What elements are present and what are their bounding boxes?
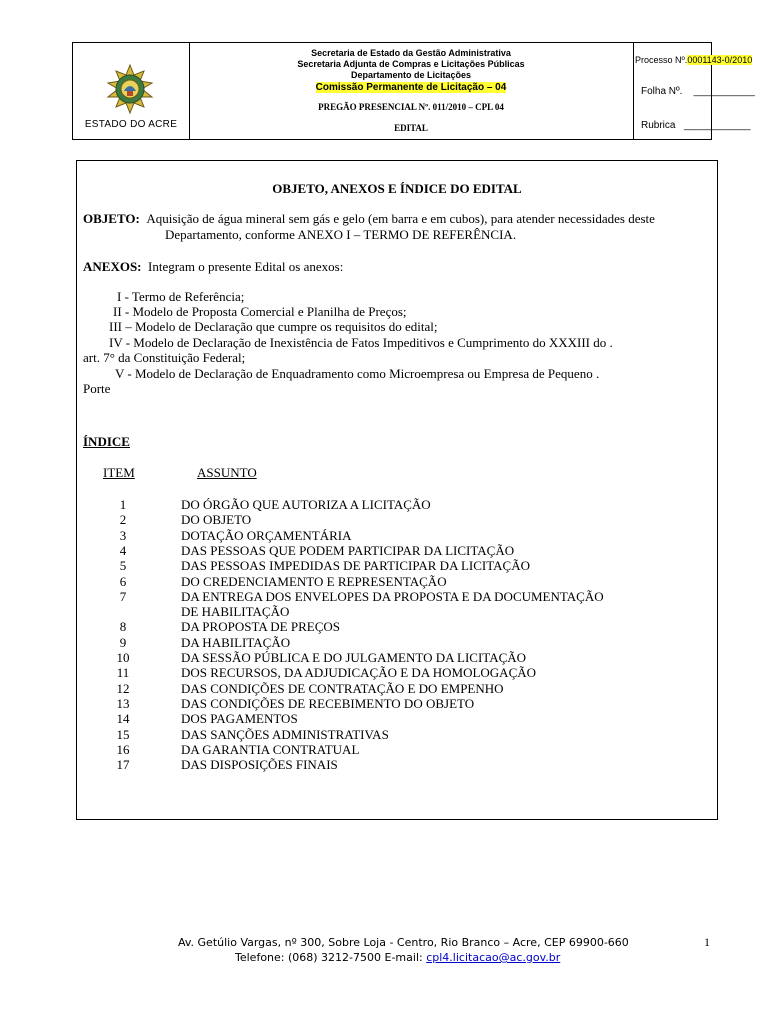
indice-item-number: 12: [116, 680, 130, 696]
objeto-line-2: Departamento, conforme ANEXO I – TERMO DE REFERÊNCIA.: [165, 227, 517, 242]
processo-label: Processo Nº.: [635, 55, 688, 65]
indice-item-number: 16: [116, 741, 130, 757]
indice-item-subject: DA PROPOSTA DE PREÇOS: [181, 619, 340, 635]
pregao-title: PREGÃO PRESENCIAL Nº. 011/2010 – CPL 04: [318, 102, 504, 112]
header-right-cell: [633, 43, 755, 139]
indice-item-number: 7: [119, 588, 127, 604]
page-number: 1: [704, 935, 710, 949]
indice-item-subject: DO ÓRGÃO QUE AUTORIZA A LICITAÇÃO: [181, 497, 431, 512]
indice-item-number: 14: [116, 711, 130, 727]
document-header: [72, 42, 755, 140]
indice-item-subject: DA GARANTIA CONTRATUAL: [181, 741, 360, 757]
indice-item-number: 5: [119, 558, 127, 574]
indice-item-subject: DO OBJETO: [181, 512, 252, 528]
indice-item-subject: DAS CONDIÇÕES DE CONTRATAÇÃO E DO EMPENHO: [181, 680, 504, 696]
processo-value: 0001143-0/2010: [687, 55, 753, 65]
objeto-label: OBJETO:: [83, 211, 140, 226]
header-logo-cell: [73, 43, 190, 139]
indice-item-subject: DOS RECURSOS, DA ADJUDICAÇÃO E DA HOMOLOGAÇÃO: [181, 665, 537, 681]
indice-title: ÍNDICE: [83, 434, 130, 449]
indice-item-subject: DA SESSÃO PÚBLICA E DO JULGAMENTO DA LICITAÇÃO: [181, 650, 527, 665]
anexo-item-4-cont: art. 7° da Constituição Federal;: [83, 350, 246, 365]
footer-email-link[interactable]: cpl4.licitacao@ac.gov.br: [426, 951, 561, 964]
acre-state-seal-icon: [100, 61, 160, 117]
item-column-header: ITEM: [103, 465, 135, 480]
indice-item-subject: DAS CONDIÇÕES DE RECEBIMENTO DO OBJETO: [181, 695, 475, 711]
indice-item-subject: DAS PESSOAS QUE PODEM PARTICIPAR DA LICITAÇÃO: [181, 542, 515, 558]
anexo-item-5-cont: Porte: [83, 381, 111, 396]
folha-value: ___________: [693, 86, 755, 97]
indice-item-subject: DAS PESSOAS IMPEDIDAS DE PARTICIPAR DA LICITAÇÃO: [181, 558, 531, 574]
comissao-title: [189, 82, 633, 93]
edital-content-box: [76, 160, 718, 820]
anexo-item-2: II - Modelo de Proposta Comercial e Planilha de Preços;: [113, 304, 407, 319]
indice-item-subject: DOS PAGAMENTOS: [181, 711, 298, 727]
assunto-column-header: ASSUNTO: [197, 465, 257, 480]
estado-do-acre-label: ESTADO DO ACRE: [84, 119, 178, 130]
footer-telefone: Telefone: (068) 3212-7500 E-mail:: [235, 951, 427, 964]
anexos-label: ANEXOS:: [83, 259, 142, 274]
indice-item-number: 9: [119, 634, 127, 650]
indice-item-number: 17: [116, 757, 130, 773]
folha-field: [641, 86, 755, 97]
indice-item-number: 10: [116, 650, 130, 665]
anexo-item-3: III – Modelo de Declaração que cumpre os requisitos do edital;: [109, 319, 438, 334]
rubrica-label: Rubrica: [641, 120, 676, 131]
anexo-item-1: I - Termo de Referência;: [117, 289, 245, 304]
header-center-cell: [189, 43, 634, 139]
objeto-line-1: [83, 211, 655, 226]
rubrica-value: ____________: [683, 120, 751, 131]
section-title: OBJETO, ANEXOS E ÍNDICE DO EDITAL: [272, 181, 522, 196]
anexo-item-5: V - Modelo de Declaração de Enquadramento como Microempresa ou Empresa de Pequeno .: [115, 366, 600, 381]
indice-item-number: 15: [116, 726, 130, 742]
indice-item-number: 13: [116, 695, 130, 711]
anexos-intro: [83, 259, 343, 274]
indice-item-number: 8: [119, 619, 127, 635]
processo-field: [635, 55, 752, 65]
indice-item-subject: DAS DISPOSIÇÕES FINAIS: [181, 757, 338, 773]
anexo-item-4: IV - Modelo de Declaração de Inexistência de Fatos Impeditivos e Cumprimento do XXXIII do .: [109, 335, 613, 350]
indice-item-subject: DA ENTREGA DOS ENVELOPES DA PROPOSTA E DA DOCUMENTAÇÃO: [181, 588, 604, 604]
comissao-highlight: Comissão Permanente de Licitação – 04: [315, 82, 507, 93]
anexos-text: Integram o presente Edital os anexos:: [148, 259, 344, 274]
indice-item-number: 11: [116, 665, 130, 681]
indice-item-number: 2: [119, 512, 127, 528]
indice-item-number: 4: [119, 542, 127, 558]
indice-item-subject: DAS SANÇÕES ADMINISTRATIVAS: [181, 726, 389, 742]
footer-address: Av. Getúlio Vargas, nº 300, Sobre Loja - Centro, Rio Branco – Acre, CEP 69900-660: [178, 936, 629, 949]
edital-title: EDITAL: [394, 123, 428, 133]
rubrica-field: [641, 120, 751, 131]
indice-item-subject: DA HABILITAÇÃO: [181, 634, 291, 650]
departamento-title: Departamento de Licitações: [350, 70, 472, 80]
indice-item-number: 3: [119, 527, 127, 543]
indice-item-subject: DE HABILITAÇÃO: [181, 604, 290, 620]
indice-item-number: 6: [119, 573, 127, 589]
folha-label: Folha Nº.: [641, 86, 683, 97]
secretaria-title: Secretaria de Estado da Gestão Administrativa: [311, 48, 511, 58]
indice-item-subject: DO CREDENCIAMENTO E REPRESENTAÇÃO: [181, 573, 447, 589]
objeto-text-1: Aquisição de água mineral sem gás e gelo (em barra e em cubos), para atender necessidades deste: [146, 211, 655, 226]
secretaria-adjunta-title: Secretaria Adjunta de Compras e Licitações Públicas: [297, 59, 525, 69]
footer-contact: [235, 951, 560, 964]
indice-item-number: 1: [119, 497, 127, 512]
indice-item-subject: DOTAÇÃO ORÇAMENTÁRIA: [181, 527, 352, 543]
